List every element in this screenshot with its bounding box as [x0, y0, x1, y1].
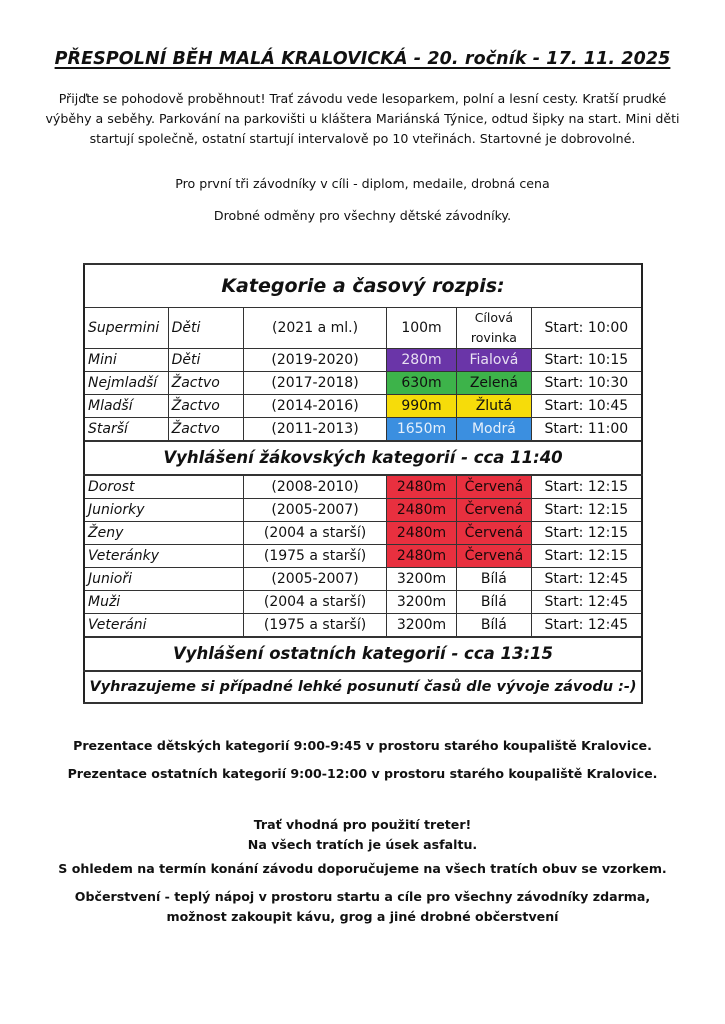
track-notes [20, 815, 705, 855]
table-row [84, 499, 642, 522]
category-cell: Starší [84, 418, 168, 442]
category-cell: Nejmladší [84, 372, 168, 395]
table-row [84, 614, 642, 638]
group-cell: Žactvo [168, 372, 244, 395]
start-cell: Start: 12:15 [531, 475, 642, 499]
start-cell: Start: 12:15 [531, 522, 642, 545]
category-cell: Supermini [84, 308, 168, 349]
track-cell: Zelená [457, 372, 532, 395]
track-cell: Červená [457, 522, 532, 545]
track-cell: Bílá [457, 568, 532, 591]
distance-cell: 2480m [386, 522, 456, 545]
distance-cell: 990m [386, 395, 456, 418]
distance-cell: 3200m [386, 614, 456, 638]
title-text: PŘESPOLNÍ BĚH MALÁ KRALOVICKÁ - 20. ročník - 17. 11. 2025 [54, 49, 671, 69]
group-cell: Děti [168, 308, 244, 349]
group-cell: Žactvo [168, 395, 244, 418]
years-cell: (2014-2016) [244, 395, 387, 418]
other-announcement: Vyhlášení ostatních kategorií - cca 13:15 [84, 637, 642, 671]
schedule-table [83, 263, 643, 704]
refreshment-note [20, 887, 705, 927]
start-cell: Start: 12:45 [531, 614, 642, 638]
category-cell: Juniorky [84, 499, 244, 522]
years-cell: (1975 a starší) [244, 614, 387, 638]
youth-announcement-row [84, 441, 642, 475]
awards-text: Pro první tři závodníky v cíli - diplom, medaile, drobná cena [175, 176, 550, 191]
start-cell: Start: 12:45 [531, 568, 642, 591]
youth-announcement: Vyhlášení žákovských kategorií - cca 11:40 [84, 441, 642, 475]
years-cell: (2005-2007) [244, 499, 387, 522]
group-cell: Žactvo [168, 418, 244, 442]
start-cell: Start: 10:45 [531, 395, 642, 418]
track-note-1: Trať vhodná pro použití treter! [253, 817, 472, 832]
intro-paragraph: Přijďte se pohodově proběhnout! Trať závodu vede lesoparkem, polní a lesní cesty. Kratší prudké výběhy a seběhy. Parkování na parkovišti u kláštera Mariánská Týnice, odtud šipky na start. Mini děti startují společně, ostatní startují intervalově po 10 vteřinách. Startovné je dobrovolné. [45, 91, 680, 146]
track-cell: Modrá [457, 418, 532, 442]
table-row [84, 545, 642, 568]
start-cell: Start: 10:30 [531, 372, 642, 395]
distance-cell: 2480m [386, 499, 456, 522]
start-cell: Start: 10:15 [531, 349, 642, 372]
registration-kids: Prezentace dětských kategorií 9:00-9:45 v prostoru starého koupaliště Kralovice. [73, 738, 652, 753]
refreshment-line-1: Občerstvení - teplý nápoj v prostoru startu a cíle pro všechny závodníky zdarma, [74, 889, 651, 904]
distance-cell: 3200m [386, 568, 456, 591]
start-cell: Start: 10:00 [531, 308, 642, 349]
distance-cell: 280m [386, 349, 456, 372]
years-cell: (2005-2007) [244, 568, 387, 591]
years-cell: (2004 a starší) [244, 522, 387, 545]
track-cell: Červená [457, 545, 532, 568]
category-cell: Muži [84, 591, 244, 614]
table-row [84, 349, 642, 372]
category-cell: Mladší [84, 395, 168, 418]
track-cell: Červená [457, 499, 532, 522]
category-cell: Mini [84, 349, 168, 372]
registration-others: Prezentace ostatních kategorií 9:00-12:00 v prostoru starého koupaliště Kralovice. [67, 766, 658, 781]
years-cell: (2021 a ml.) [244, 308, 387, 349]
years-cell: (2004 a starší) [244, 591, 387, 614]
category-cell: Ženy [84, 522, 244, 545]
category-cell: Veteráni [84, 614, 244, 638]
category-cell: Junioři [84, 568, 244, 591]
kids-rewards-text: Drobné odměny pro všechny dětské závodníky. [213, 208, 512, 223]
track-note-2: Na všech tratích je úsek asfaltu. [247, 837, 478, 852]
distance-cell: 1650m [386, 418, 456, 442]
distance-cell: 2480m [386, 545, 456, 568]
years-cell: (2017-2018) [244, 372, 387, 395]
other-announcement-row [84, 637, 642, 671]
start-cell: Start: 12:45 [531, 591, 642, 614]
track-cell: Žlutá [457, 395, 532, 418]
table-row [84, 591, 642, 614]
note-row [84, 671, 642, 703]
track-cell: Fialová [457, 349, 532, 372]
category-cell: Veteránky [84, 545, 244, 568]
table-row [84, 395, 642, 418]
table-row [84, 475, 642, 499]
start-cell: Start: 12:15 [531, 545, 642, 568]
page-title [0, 49, 725, 69]
table-row [84, 568, 642, 591]
start-cell: Start: 11:00 [531, 418, 642, 442]
track-cell: Bílá [457, 591, 532, 614]
years-cell: (1975 a starší) [244, 545, 387, 568]
track-cell: Bílá [457, 614, 532, 638]
years-cell: (2008-2010) [244, 475, 387, 499]
refreshment-line-2: možnost zakoupit kávu, grog a jiné drobné občerstvení [166, 909, 559, 924]
distance-cell: 630m [386, 372, 456, 395]
start-cell: Start: 12:15 [531, 499, 642, 522]
track-cell: Červená [457, 475, 532, 499]
shoes-note: S ohledem na termín konání závodu doporučujeme na všech tratích obuv se vzorkem. [58, 861, 667, 876]
table-row [84, 418, 642, 442]
table-row [84, 308, 642, 349]
years-cell: (2011-2013) [244, 418, 387, 442]
group-cell: Děti [168, 349, 244, 372]
distance-cell: 2480m [386, 475, 456, 499]
table-row [84, 372, 642, 395]
distance-cell: 3200m [386, 591, 456, 614]
schedule-title: Kategorie a časový rozpis: [84, 264, 642, 308]
schedule-note: Vyhrazujeme si případné lehké posunutí časů dle vývoje závodu :-) [84, 671, 642, 703]
distance-cell: 100m [386, 308, 456, 349]
years-cell: (2019-2020) [244, 349, 387, 372]
schedule-title-row [84, 264, 642, 308]
track-cell: Cílová rovinka [457, 308, 532, 349]
category-cell: Dorost [84, 475, 244, 499]
table-row [84, 522, 642, 545]
